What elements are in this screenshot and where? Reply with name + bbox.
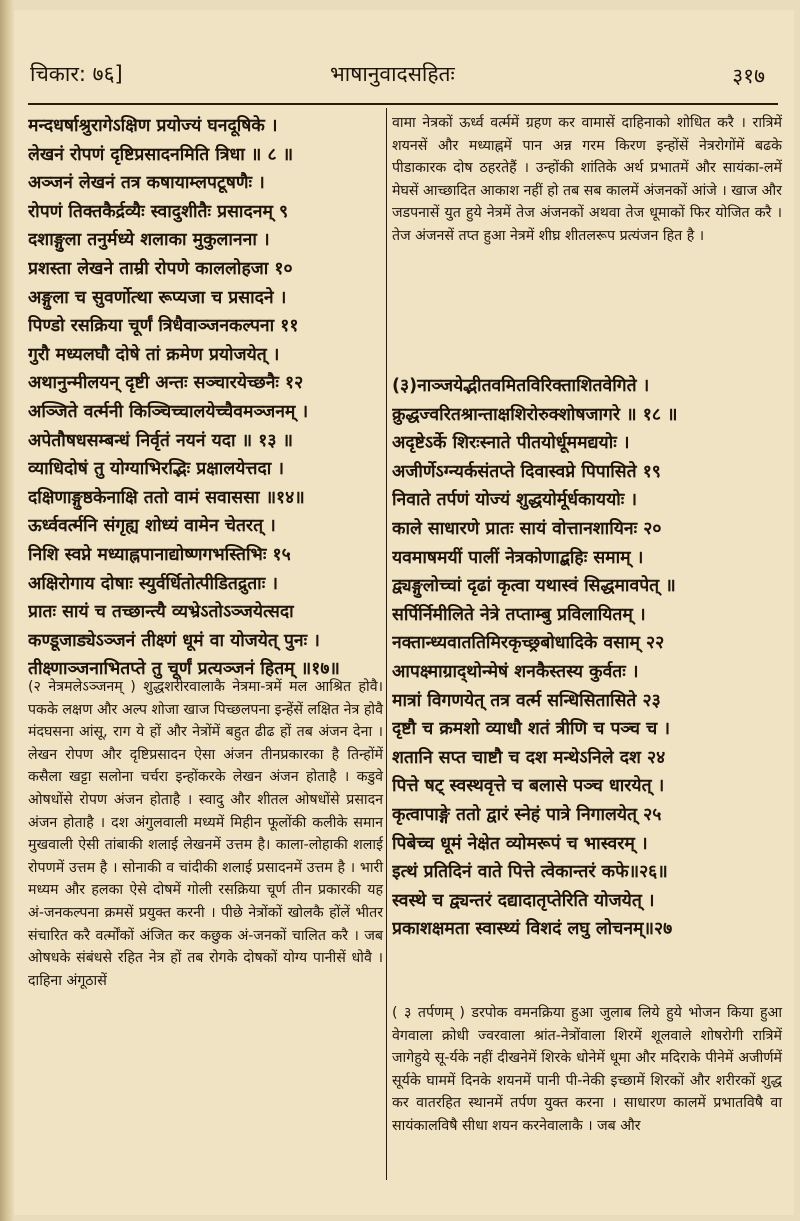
verse-line: दशाङ्गुला तनुर्मध्ये शलाका मुकुलानना । (28, 230, 270, 251)
book-spine (0, 0, 14, 1221)
verse-line: कण्डूजाड्येऽञ्जनं तीक्ष्णं धूमं वा योजयेत् पुनः । (28, 630, 320, 651)
running-head (30, 54, 775, 94)
verse-line: निवाते तर्पणं योज्यं शुद्धयोर्मूर्धकाययोः । (392, 490, 638, 511)
verse-line: पित्ते षट् स्वस्थवृत्ते च बलासे पञ्च धारयेत् । (392, 776, 665, 797)
chapter-reference: चिकार: ७६] (30, 62, 123, 86)
verse-line: अक्षिरोगाय दोषाः स्युर्वर्धितोत्पीडितद्रुताः । (28, 573, 278, 594)
verse-line: अपेतौषधसम्बन्धं निर्वृतं नयनं यदा ॥ १३ ॥ (28, 430, 294, 451)
verse-line: काले साधारणे प्रातः सायं वोत्तानशायिनः २० (392, 518, 662, 539)
verse-line: यवमाषमयीं पालीं नेत्रकोणाद्बहिः समाम् । (392, 547, 644, 568)
verse-line: आपक्ष्माग्राद्थोन्मेषं शनकैस्तस्य कुर्वतः । (392, 661, 639, 682)
verse-line: प्रशस्ता लेखने ताम्री रोपणे काललोहजा १० (28, 258, 293, 279)
verse-line: (३)नाञ्जयेद्भीतवमितविरिक्ताशितवेगिते । (392, 376, 650, 396)
column-divider (386, 108, 387, 1180)
hindi-commentary-right-top: वामा नेत्रकों ऊर्ध्व वर्त्ममें ग्रहण कर वामासें दाहिनाको शोधित करै । रात्रिमें शयनसें और मध्याह्नमें पान अन्न गरम किरण इन्होंसें नेत्ररोगोंमें बढके पीडाकारक दोष ठहरतेहैं । उन्होंकी शांतिके अर्थ प्रभातमें और सायंका-लमें मेघसें आच्छादित आकाश नहीं हो तब सब कालमें अंजनकों आंजे । खाज और जडपनासें युत हुये नेत्रमें तेज अंजनकों अथवा तेज धूमाकों फिर योजित करै । तेज अंजनसें तप्त हुआ नेत्रमें शीघ्र शीतलरूप प्रत्यंजन हित है । (392, 115, 782, 244)
verse-line: ऊर्ध्ववर्त्मनि संगृह्य शोध्यं वामेन चेतरत् । (28, 516, 276, 537)
verse-line: अजीर्णेऽग्न्यर्कसंतप्ते दिवास्वप्ने पिपासिते १९ (392, 461, 661, 482)
verse-line: स्वस्थे च द्व्यन्तरं दद्यादातृप्तेरिति योजयेत् । (392, 890, 655, 911)
sanskrit-verses-left (28, 112, 383, 680)
verse-line: सर्पिर्निमीलिते नेत्रे तप्ताम्बु प्रविलायितम् । (392, 604, 646, 625)
verse-line: दक्षिणाङ्गुष्ठकेनाक्षि ततो वामं सवाससा ॥१४॥ (28, 487, 305, 508)
hindi-commentary-left: (२ नेत्रमलेऽञ्जनम् ) शुद्धशरीरवालाकै नेत्रमा-त्रमें मल आश्रित होवै। पकके लक्षण और अल्प शोजा खाज पिच्छलपना इन्हेंसें लक्षित नेत्र होवै मंदघसना आंसू, राग ये हों और नेत्रोंमें बहुत ढीढ हों तब अंजन देना । लेखन रोपण और दृष्टिप्रसादन ऐसा अंजन तीनप्रकारका है तिन्होंमें कसैला खट्टा सलोना चर्चरा इन्होंकरके लेखन अंजन होताहै । कडुवे ओषधोंसे रोपण अंजन होताहै । स्वादु और शीतल ओषधोंसे प्रसादन अंजन होताहै । दश अंगुलवाली मध्यमें मिहीन फूलोंकी कलीके समान मुखवाली ऐसी तांबाकी शलाई लेखनमें उत्तम है। काला-लोहाकी शलाई रोपणमें उत्तम है । सोनाकी व चांदीकी शलाई प्रसादनमें उत्तम है । भारी मध्यम और हलका ऐसे दोषमें गोली रसक्रिया चूर्ण तीन प्रकारकी यह अं-जनकल्पना क्रमसें प्रयुक्त करनी । पीछे नेत्रोंकों खोलकै होंलें भीतर संचारित करै वर्त्मोंकों अंजित कर कछुक अं-जनकों चालित करै । जब ओषधके संबंधसे रहित नेत्र हों तब रोगके दोषकों योग्य पानीसें धोवै । दाहिना अंगूठासें (28, 679, 383, 989)
hindi-commentary-right-bottom: ( ३ तर्पणम् ) डरपोक वमनक्रिया हुआ जुलाब लिये हुये भोजन किया हुआ वेगवाला क्रोधी ज्वरवाला श्रांत-नेत्रोंवाला शिरमें शूलवाले शोषरोगी रात्रिमें जागेहुये सू-र्यके नहीं दीखनेमें शिरके धोनेमें धूमा और मदिराके पीनेमें अजीर्णमें सूर्यके घाममें दिनके शयनमें पानी पी-नेकी इच्छामें शिरकों और शरीरकों शुद्ध कर वातरहित स्थानमें तर्पण युक्त करना । साधारण कालमें प्रभातविषै वा सायंकालविषै सीधा शयन करनेवालाकै । जब और (392, 1005, 782, 1134)
verse-line: अदृष्टेऽर्के शिरःस्नाते पीतयोर्धूममद्ययोः । (392, 433, 630, 454)
verse-line: शतानि सप्त चाष्टौ च दश मन्थेऽनिले दश २४ (392, 747, 666, 768)
verse-line: अथानुन्मीलयन् दृष्टी अन्तः सञ्चारयेच्छनैः १२ (28, 373, 304, 394)
verse-line: नक्तान्ध्यवाततिमिरकृच्छ्रबोधादिके वसाम् २२ (392, 633, 665, 654)
left-column (28, 112, 383, 1178)
verse-line: रोपणं तिक्तकैर्द्रव्यैः स्वादुशीतैः प्रसादनम् ९ (28, 201, 289, 222)
verse-line: कृत्वापाङ्गे ततो द्वारं स्नेहं पात्रे निगालयेत् २५ (392, 804, 662, 825)
page-number: ३१७ (732, 64, 765, 88)
verse-line: दृष्टौ च क्रमशो व्याधौ शतं त्रीणि च पञ्च च । (392, 719, 670, 740)
verse-line: मन्दधर्षाश्रुरागेऽक्षिण प्रयोज्यं घनदूषिके । (28, 116, 278, 136)
verse-line: तीक्ष्णाञ्जनाभितप्ते तु चूर्णं प्रत्यञ्जनं हितम् ॥१७॥ (28, 659, 340, 680)
verse-line: अङ्गुला च सुवर्णोत्था रूप्यजा च प्रसादने । (28, 287, 287, 308)
verse-line: क्रुद्धज्वरितश्रान्ताक्षशिरोरुक्शोषजागरे ॥ १८ ॥ (392, 404, 678, 425)
verse-line: व्याधिदोषं तु योग्याभिरद्भिः प्रक्षालयेत्तदा । (28, 459, 284, 480)
verse-line: प्रकाशक्षमता स्वास्थ्यं विशदं लघु लोचनम्॥२७ (392, 919, 673, 940)
verse-line: लेखनं रोपणं दृष्टिप्रसादनमिति त्रिधा ॥ ८ ॥ (28, 144, 294, 165)
verse-line: पिबेच्च धूमं नेक्षेत व्योमरूपं च भास्वरम् । (392, 833, 648, 854)
book-title: भाषानुवादसहितः (330, 62, 455, 86)
verse-line: प्रातः सायं च तच्छान्त्यै व्यभ्रेऽतोऽञ्जयेत्सदा (28, 602, 294, 623)
verse-line: अञ्जनं लेखनं तत्र कषायाम्लपटूषणैः । (28, 173, 265, 194)
verse-line: मात्रां विगणयेत् तत्र वर्त्म सन्धिसितासिते २३ (392, 690, 661, 711)
verse-line: द्व्यङ्गुलोच्चां दृढां कृत्वा यथास्वं सिद्धमावपेत् ॥ (392, 576, 676, 597)
sanskrit-verses-right (392, 372, 782, 1000)
verse-line: पिण्डो रसक्रिया चूर्णं त्रिधैवाञ्जनकल्पना ११ (28, 316, 299, 337)
verse-line: इत्थं प्रतिदिनं वाते पित्ते त्वेकान्तरं कफे॥२६॥ (392, 862, 668, 883)
header-rule (28, 103, 778, 105)
right-column (392, 112, 782, 1192)
verse-line: निशि स्वप्ने मध्याह्नपानाद्योष्णगभस्तिभिः १५ (28, 544, 291, 565)
verse-line: गुरौ मध्यलघौ दोषे तां क्रमेण प्रयोजयेत् । (28, 344, 280, 365)
verse-line: अञ्जिते वर्त्मनी किञ्चिच्चालयेच्चैवमञ्जनम् । (28, 401, 309, 422)
